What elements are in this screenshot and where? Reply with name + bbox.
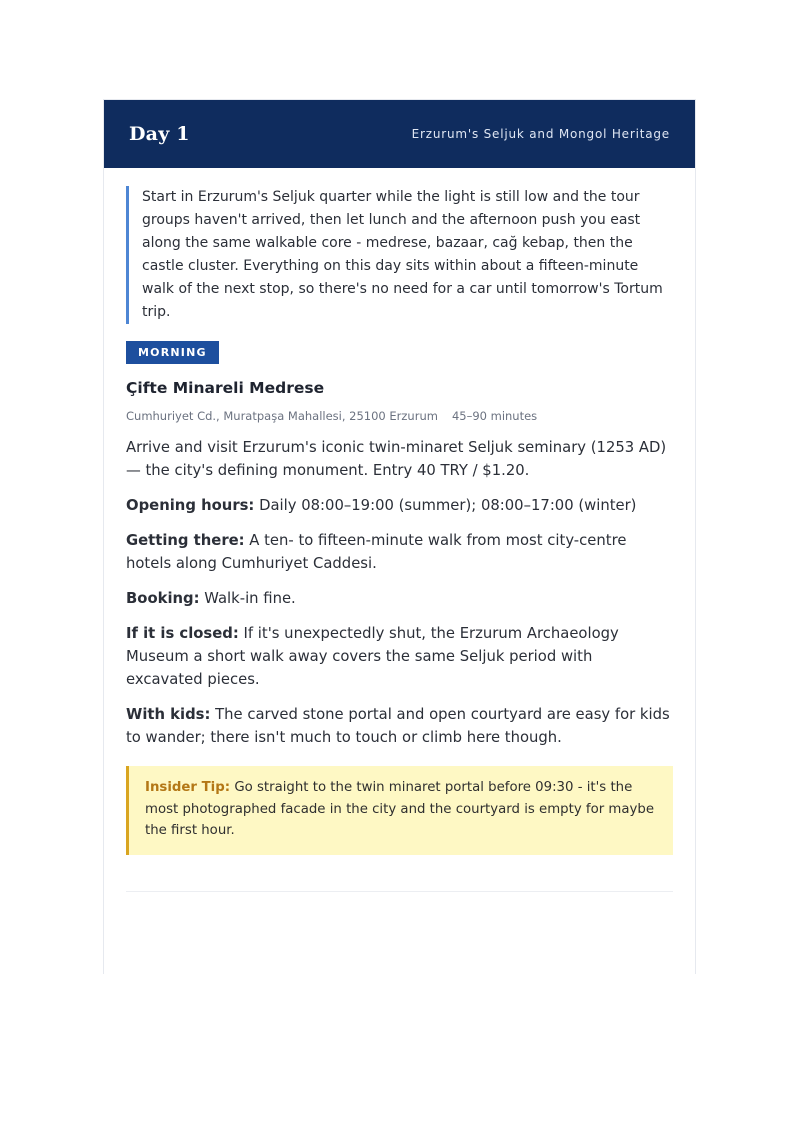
field-value: A ten- to fifteen-minute walk from most city-centre hotels along Cumhuriyet Caddesi. bbox=[126, 532, 627, 572]
field-label: If it is closed: bbox=[126, 625, 239, 642]
field-value: Walk-in fine. bbox=[204, 590, 296, 607]
field-label: Opening hours: bbox=[126, 497, 255, 514]
field-getting-there bbox=[126, 529, 673, 575]
field-label: Getting there: bbox=[126, 532, 245, 549]
day-intro: Start in Erzurum's Seljuk quarter while the light is still low and the tour groups haven't arrived, then let lunch and the afternoon push you east along the same walkable core - medrese, bazaar, cağ kebap, then the castle cluster. Everything on this day sits within about a fifteen-minute walk of the next stop, so there's no need for a car until tomorrow's Tortum trip. bbox=[126, 186, 673, 324]
field-value: Daily 08:00–19:00 (summer); 08:00–17:00 (winter) bbox=[259, 497, 637, 514]
field-if-closed bbox=[126, 622, 673, 691]
day-body bbox=[104, 168, 695, 892]
day-title: Day 1 bbox=[129, 123, 190, 145]
place-duration: 45–90 minutes bbox=[451, 409, 538, 423]
insider-tip-label: Insider Tip: bbox=[145, 780, 231, 795]
field-booking bbox=[126, 587, 673, 610]
field-label: With kids: bbox=[126, 706, 211, 723]
field-with-kids bbox=[126, 703, 673, 749]
day-card bbox=[103, 99, 696, 974]
field-opening-hours bbox=[126, 494, 673, 517]
place-description: Arrive and visit Erzurum's iconic twin-minaret Seljuk seminary (1253 AD) — the city's defining monument. Entry 40 TRY / $1.20. bbox=[126, 439, 667, 479]
field-value: The carved stone portal and open courtyard are easy for kids to wander; there isn't much to touch or climb here though. bbox=[126, 706, 670, 746]
place-address: Cumhuriyet Cd., Muratpaşa Mahallesi, 25100 Erzurum bbox=[126, 409, 438, 423]
place-name: Çifte Minareli Medrese bbox=[126, 379, 325, 397]
time-of-day-badge: MORNING bbox=[126, 341, 219, 364]
insider-tip-text: Go straight to the twin minaret portal before 09:30 - it's the most photographed facade in the city and the courtyard is empty for maybe the first hour. bbox=[145, 780, 655, 838]
field-label: Booking: bbox=[126, 590, 200, 607]
day-subtitle: Erzurum's Seljuk and Mongol Heritage bbox=[411, 127, 670, 141]
field-value: If it's unexpectedly shut, the Erzurum Archaeology Museum a short walk away covers the same Seljuk period with excavated pieces. bbox=[126, 625, 619, 688]
insider-tip bbox=[126, 766, 673, 855]
place-meta bbox=[126, 409, 673, 423]
day-header bbox=[104, 100, 695, 168]
section-divider bbox=[126, 891, 673, 892]
